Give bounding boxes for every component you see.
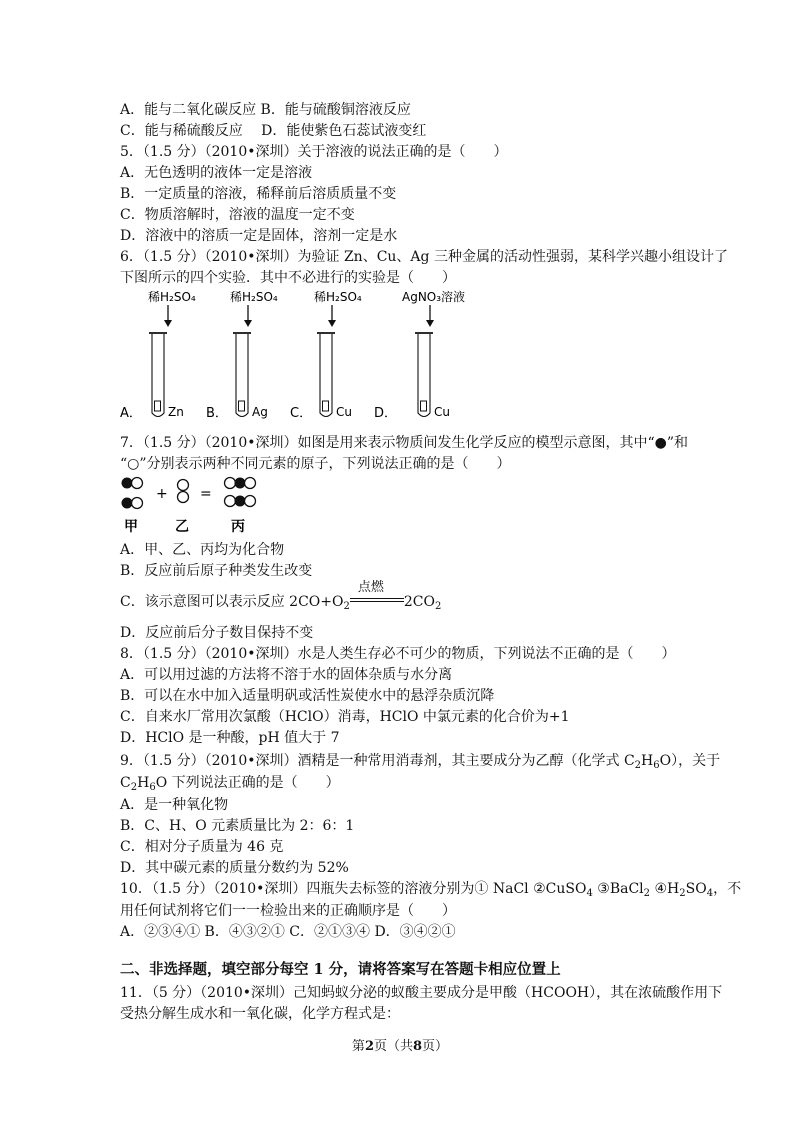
current-page-number: 2 — [364, 1039, 374, 1054]
q7-stem-line1: 7．（1.5 分）（2010•深圳）如图是用来表示物质间发生化学反应的模型示意图，其中“●”和 — [120, 435, 689, 451]
q7-option-d: D．反应前后分子数目保持不变 — [120, 625, 314, 641]
label-yi: 乙 — [175, 519, 189, 535]
q10-stem-line2: 用任何试剂将它们一一检验出来的正确顺序是（ ） — [120, 903, 456, 919]
q7-option-a: A．甲、乙、丙均为化合物 — [120, 542, 285, 558]
section-2-title: 二、非选择题，填空部分每空 1 分，请将答案写在答题卡相应位置上 — [120, 961, 561, 978]
q6-stem-line2: 下图所示的四个实验．其中不必进行的实验是（ ） — [120, 270, 456, 286]
metal-label-3: Cu — [336, 405, 352, 419]
metal-label-2: Ag — [252, 405, 268, 419]
q8-stem: 8．（1.5 分）（2010•深圳）水是人类生存必不可少的物质，下列说法不正确的是（ ） — [120, 646, 676, 662]
plus-sign: + — [156, 486, 168, 502]
q6-option-d-letter: D． — [374, 406, 398, 421]
q6-option-c-letter: C． — [290, 406, 313, 421]
q8-option-a: A．可以用过滤的方法将不溶于水的固体杂质与水分离 — [120, 667, 453, 683]
q4-options-cd: C．能与稀硫酸反应 D．能使紫色石蕊试液变红 — [120, 123, 427, 139]
molecule-jia — [122, 478, 143, 509]
q9-option-a: A．是一种氧化物 — [120, 797, 229, 813]
q6-test-tube-figure — [120, 287, 480, 427]
q9-option-b: B．C、H、O 元素质量比为 2：6：1 — [120, 818, 355, 834]
q6-option-b-letter: B． — [206, 406, 228, 421]
q8-option-b: B．可以在水中加入适量明矾或活性炭使水中的悬浮杂质沉降 — [120, 688, 495, 704]
q10-stem-line1: 10．（1.5 分）（2010•深圳）四瓶失去标签的溶液分别为① NaCl ②CuSO$_4$ ③BaCl$_2$ $④H_2SO_4$，不 — [120, 881, 742, 899]
q9-stem-line1: 9．（1.5 分）（2010•深圳）酒精是一种常用消毒剂，其主要成分为乙醇（化学式 $C_2H_6O$），关于 — [120, 753, 721, 771]
reagent-label-3: 稀H₂SO₄ — [314, 290, 362, 304]
equals-sign: = — [200, 486, 212, 502]
q5-stem: 5．（1.5 分）（2010•深圳）关于溶液的说法正确的是（ ） — [120, 144, 508, 160]
test-tube-2 — [230, 289, 278, 419]
metal-label-4: Cu — [434, 405, 450, 419]
q8-option-c: C．自来水厂常用次氯酸（HClO）消毒，HClO 中氯元素的化合价为+1 — [120, 709, 570, 725]
reagent-label-1: 稀H₂SO₄ — [148, 290, 196, 304]
test-tube-4 — [402, 289, 465, 419]
test-tube-1 — [148, 289, 196, 419]
q9-stem-line2: $C_2H_6O$ 下列说法正确的是（ ） — [120, 775, 340, 793]
q7-option-b: B．反应前后原子种类发生改变 — [120, 563, 313, 579]
molecule-bing — [225, 478, 256, 507]
q5-option-a: A．无色透明的液体一定是溶液 — [120, 165, 313, 181]
metal-label-1: Zn — [168, 405, 184, 419]
q9-option-c: C．相对分子质量为 46 克 — [120, 839, 284, 855]
q10-options: A．②③④① B．④③②① C．②①③④ D．③④②① — [120, 924, 456, 940]
q7-option-c: C．该示意图可以表示反应 $2CO+O_2$ 点燃 $2CO_2$ — [120, 580, 442, 612]
q4-options-ab: A．能与二氧化碳反应 B．能与硫酸铜溶液反应 — [120, 102, 411, 118]
q9-option-d: D．其中碳元素的质量分数约为 52% — [120, 860, 349, 876]
molecule-yi — [178, 480, 189, 503]
q8-option-d: D．HClO 是一种酸，pH 值大于 7 — [120, 730, 340, 746]
q11-line1: 11．（5 分）（2010•深圳）己知蚂蚁分泌的蚁酸主要成分是甲酸（HCOOH），其在浓硫酸作用下 — [120, 985, 723, 1001]
ignition-condition: 点燃 — [357, 580, 384, 595]
q11-line2: 受热分解生成水和一氧化碳，化学方程式是： — [120, 1006, 400, 1022]
q5-option-d: D．溶液中的溶质一定是固体，溶剂一定是水 — [120, 228, 398, 244]
label-bing: 丙 — [231, 519, 245, 535]
reagent-label-4: AgNO₃溶液 — [402, 290, 466, 304]
reagent-label-2: 稀H₂SO₄ — [230, 290, 278, 304]
total-page-count: 8 — [413, 1039, 423, 1054]
q5-option-c: C．物质溶解时，溶液的温度一定不变 — [120, 207, 355, 223]
q7-molecule-model-figure — [120, 474, 270, 536]
q7-stem-line2: “○”分别表示两种不同元素的原子，下列说法正确的是（ ） — [120, 456, 511, 472]
q5-option-b: B．一定质量的溶液，稀释前后溶质质量不变 — [120, 186, 397, 202]
label-jia: 甲 — [124, 519, 138, 535]
test-tube-3 — [314, 289, 362, 419]
q6-stem-line1: 6．（1.5 分）（2010•深圳）为验证 Zn、Cu、Ag 三种金属的活动性强弱，某科学兴趣小组设计了 — [120, 249, 728, 265]
reaction-condition-arrow — [350, 580, 404, 612]
q6-option-a-letter: A． — [120, 406, 142, 421]
page-footer: 第2页（共8页） — [351, 1039, 449, 1054]
